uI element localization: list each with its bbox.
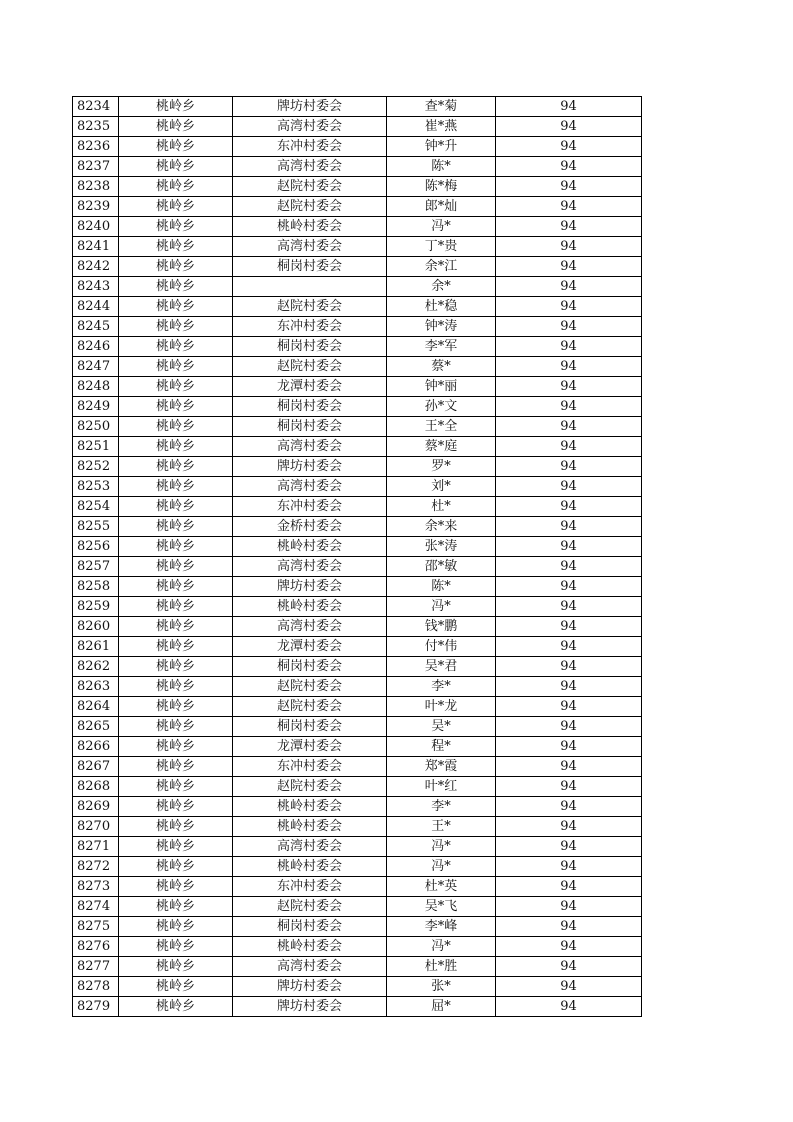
township-cell: 桃岭乡 [119,97,233,117]
score-cell: 94 [496,937,642,957]
township-cell: 桃岭乡 [119,797,233,817]
table-row [73,817,642,837]
row-number-cell: 8234 [73,97,119,117]
village-committee-cell: 高湾村委会 [233,237,387,257]
row-number-cell: 8245 [73,317,119,337]
person-name-cell: 丁*贵 [387,237,496,257]
score-cell: 94 [496,897,642,917]
score-cell: 94 [496,917,642,937]
village-committee-cell: 牌坊村委会 [233,997,387,1017]
township-cell: 桃岭乡 [119,977,233,997]
person-name-cell: 钟*丽 [387,377,496,397]
table-row [73,877,642,897]
row-number-cell: 8279 [73,997,119,1017]
village-committee-cell: 桐岗村委会 [233,397,387,417]
score-cell: 94 [496,597,642,617]
township-cell: 桃岭乡 [119,277,233,297]
township-cell: 桃岭乡 [119,297,233,317]
township-cell: 桃岭乡 [119,457,233,477]
row-number-cell: 8242 [73,257,119,277]
score-cell: 94 [496,357,642,377]
village-committee-cell: 桃岭村委会 [233,597,387,617]
person-name-cell: 吴*君 [387,657,496,677]
township-cell: 桃岭乡 [119,217,233,237]
table-row [73,397,642,417]
score-cell: 94 [496,477,642,497]
score-cell: 94 [496,517,642,537]
row-number-cell: 8258 [73,577,119,597]
township-cell: 桃岭乡 [119,357,233,377]
person-name-cell: 张* [387,977,496,997]
score-cell: 94 [496,237,642,257]
row-number-cell: 8243 [73,277,119,297]
village-committee-cell: 赵院村委会 [233,697,387,717]
score-cell: 94 [496,497,642,517]
row-number-cell: 8264 [73,697,119,717]
row-number-cell: 8257 [73,557,119,577]
person-name-cell: 陈*梅 [387,177,496,197]
township-cell: 桃岭乡 [119,337,233,357]
township-cell: 桃岭乡 [119,417,233,437]
township-cell: 桃岭乡 [119,857,233,877]
person-name-cell: 杜*胜 [387,957,496,977]
township-cell: 桃岭乡 [119,237,233,257]
person-name-cell: 李*军 [387,337,496,357]
person-name-cell: 杜*英 [387,877,496,897]
data-table [72,96,642,1017]
person-name-cell: 邵*敏 [387,557,496,577]
township-cell: 桃岭乡 [119,597,233,617]
person-name-cell: 蔡* [387,357,496,377]
table-row [73,277,642,297]
row-number-cell: 8253 [73,477,119,497]
row-number-cell: 8236 [73,137,119,157]
township-cell: 桃岭乡 [119,317,233,337]
person-name-cell: 陈* [387,577,496,597]
table-row [73,257,642,277]
person-name-cell: 余*江 [387,257,496,277]
score-cell: 94 [496,777,642,797]
row-number-cell: 8255 [73,517,119,537]
score-cell: 94 [496,97,642,117]
village-committee-cell: 桐岗村委会 [233,337,387,357]
table-row [73,97,642,117]
row-number-cell: 8269 [73,797,119,817]
township-cell: 桃岭乡 [119,737,233,757]
village-committee-cell: 高湾村委会 [233,557,387,577]
village-committee-cell: 高湾村委会 [233,617,387,637]
table-row [73,517,642,537]
person-name-cell: 屈* [387,997,496,1017]
row-number-cell: 8250 [73,417,119,437]
row-number-cell: 8270 [73,817,119,837]
row-number-cell: 8256 [73,537,119,557]
row-number-cell: 8273 [73,877,119,897]
person-name-cell: 查*菊 [387,97,496,117]
score-cell: 94 [496,217,642,237]
person-name-cell: 钱*鹏 [387,617,496,637]
table-row [73,537,642,557]
row-number-cell: 8271 [73,837,119,857]
row-number-cell: 8237 [73,157,119,177]
person-name-cell: 李*峰 [387,917,496,937]
person-name-cell: 杜*稳 [387,297,496,317]
table-row [73,657,642,677]
score-cell: 94 [496,537,642,557]
row-number-cell: 8262 [73,657,119,677]
village-committee-cell: 桃岭村委会 [233,857,387,877]
score-cell: 94 [496,657,642,677]
person-name-cell: 钟*涛 [387,317,496,337]
score-cell: 94 [496,577,642,597]
score-cell: 94 [496,257,642,277]
row-number-cell: 8251 [73,437,119,457]
table-row [73,677,642,697]
village-committee-cell: 赵院村委会 [233,177,387,197]
score-cell: 94 [496,877,642,897]
township-cell: 桃岭乡 [119,837,233,857]
score-cell: 94 [496,417,642,437]
score-cell: 94 [496,997,642,1017]
village-committee-cell: 高湾村委会 [233,477,387,497]
score-cell: 94 [496,277,642,297]
village-committee-cell: 高湾村委会 [233,117,387,137]
score-cell: 94 [496,637,642,657]
row-number-cell: 8277 [73,957,119,977]
person-name-cell: 李* [387,677,496,697]
row-number-cell: 8238 [73,177,119,197]
table-body [73,97,642,1017]
township-cell: 桃岭乡 [119,477,233,497]
township-cell: 桃岭乡 [119,557,233,577]
row-number-cell: 8261 [73,637,119,657]
township-cell: 桃岭乡 [119,897,233,917]
table-row [73,497,642,517]
township-cell: 桃岭乡 [119,937,233,957]
village-committee-cell: 赵院村委会 [233,897,387,917]
table-row [73,597,642,617]
table-row [73,337,642,357]
table-row [73,777,642,797]
row-number-cell: 8254 [73,497,119,517]
village-committee-cell: 高湾村委会 [233,957,387,977]
row-number-cell: 8274 [73,897,119,917]
village-committee-cell: 高湾村委会 [233,157,387,177]
village-committee-cell: 东冲村委会 [233,317,387,337]
township-cell: 桃岭乡 [119,577,233,597]
village-committee-cell: 东冲村委会 [233,137,387,157]
row-number-cell: 8240 [73,217,119,237]
table-row [73,717,642,737]
table-row [73,357,642,377]
township-cell: 桃岭乡 [119,397,233,417]
row-number-cell: 8246 [73,337,119,357]
row-number-cell: 8268 [73,777,119,797]
village-committee-cell: 桃岭村委会 [233,817,387,837]
row-number-cell: 8247 [73,357,119,377]
score-cell: 94 [496,857,642,877]
person-name-cell: 冯* [387,217,496,237]
person-name-cell: 张*涛 [387,537,496,557]
table-row [73,137,642,157]
table-row [73,617,642,637]
table-row [73,477,642,497]
township-cell: 桃岭乡 [119,777,233,797]
table-row [73,177,642,197]
score-cell: 94 [496,557,642,577]
village-committee-cell: 东冲村委会 [233,877,387,897]
village-committee-cell: 龙潭村委会 [233,637,387,657]
village-committee-cell: 龙潭村委会 [233,377,387,397]
person-name-cell: 蔡*庭 [387,437,496,457]
score-cell: 94 [496,377,642,397]
score-cell: 94 [496,197,642,217]
village-committee-cell: 牌坊村委会 [233,577,387,597]
village-committee-cell: 东冲村委会 [233,497,387,517]
township-cell: 桃岭乡 [119,137,233,157]
table-row [73,557,642,577]
person-name-cell: 郎*灿 [387,197,496,217]
row-number-cell: 8267 [73,757,119,777]
score-cell: 94 [496,437,642,457]
row-number-cell: 8252 [73,457,119,477]
village-committee-cell: 牌坊村委会 [233,977,387,997]
row-number-cell: 8272 [73,857,119,877]
table-row [73,297,642,317]
township-cell: 桃岭乡 [119,717,233,737]
score-cell: 94 [496,157,642,177]
table-row [73,577,642,597]
table-row [73,897,642,917]
row-number-cell: 8239 [73,197,119,217]
row-number-cell: 8235 [73,117,119,137]
person-name-cell: 吴*飞 [387,897,496,917]
table-row [73,737,642,757]
row-number-cell: 8276 [73,937,119,957]
score-cell: 94 [496,457,642,477]
score-cell: 94 [496,177,642,197]
person-name-cell: 叶*龙 [387,697,496,717]
table-row [73,837,642,857]
township-cell: 桃岭乡 [119,537,233,557]
score-cell: 94 [496,317,642,337]
row-number-cell: 8263 [73,677,119,697]
table-row [73,237,642,257]
person-name-cell: 钟*升 [387,137,496,157]
village-committee-cell: 桃岭村委会 [233,937,387,957]
table-row [73,117,642,137]
person-name-cell: 冯* [387,597,496,617]
village-committee-cell: 金桥村委会 [233,517,387,537]
table-row [73,197,642,217]
score-cell: 94 [496,137,642,157]
person-name-cell: 李* [387,797,496,817]
village-committee-cell: 赵院村委会 [233,297,387,317]
township-cell: 桃岭乡 [119,877,233,897]
score-cell: 94 [496,397,642,417]
township-cell: 桃岭乡 [119,497,233,517]
township-cell: 桃岭乡 [119,157,233,177]
village-committee-cell: 赵院村委会 [233,777,387,797]
village-committee-cell: 桐岗村委会 [233,657,387,677]
village-committee-cell [233,277,387,297]
row-number-cell: 8248 [73,377,119,397]
table-row [73,757,642,777]
person-name-cell: 余* [387,277,496,297]
township-cell: 桃岭乡 [119,377,233,397]
row-number-cell: 8260 [73,617,119,637]
person-name-cell: 刘* [387,477,496,497]
township-cell: 桃岭乡 [119,917,233,937]
score-cell: 94 [496,837,642,857]
person-name-cell: 程* [387,737,496,757]
township-cell: 桃岭乡 [119,257,233,277]
person-name-cell: 陈* [387,157,496,177]
row-number-cell: 8249 [73,397,119,417]
village-committee-cell: 桐岗村委会 [233,417,387,437]
table-row [73,417,642,437]
table-row [73,857,642,877]
person-name-cell: 王*全 [387,417,496,437]
row-number-cell: 8265 [73,717,119,737]
score-cell: 94 [496,117,642,137]
person-name-cell: 王* [387,817,496,837]
table-row [73,637,642,657]
township-cell: 桃岭乡 [119,177,233,197]
person-name-cell: 付*伟 [387,637,496,657]
township-cell: 桃岭乡 [119,117,233,137]
village-committee-cell: 桃岭村委会 [233,217,387,237]
village-committee-cell: 桐岗村委会 [233,257,387,277]
township-cell: 桃岭乡 [119,817,233,837]
score-cell: 94 [496,757,642,777]
score-cell: 94 [496,697,642,717]
table-row [73,377,642,397]
row-number-cell: 8241 [73,237,119,257]
township-cell: 桃岭乡 [119,197,233,217]
village-committee-cell: 高湾村委会 [233,837,387,857]
village-committee-cell: 桃岭村委会 [233,537,387,557]
village-committee-cell: 桐岗村委会 [233,717,387,737]
person-name-cell: 罗* [387,457,496,477]
person-name-cell: 冯* [387,937,496,957]
score-cell: 94 [496,617,642,637]
person-name-cell: 郑*霞 [387,757,496,777]
table-row [73,437,642,457]
score-cell: 94 [496,737,642,757]
row-number-cell: 8275 [73,917,119,937]
table-row [73,217,642,237]
village-committee-cell: 赵院村委会 [233,197,387,217]
village-committee-cell: 赵院村委会 [233,677,387,697]
township-cell: 桃岭乡 [119,957,233,977]
township-cell: 桃岭乡 [119,437,233,457]
score-cell: 94 [496,717,642,737]
score-cell: 94 [496,977,642,997]
table-row [73,957,642,977]
person-name-cell: 冯* [387,857,496,877]
table-row [73,917,642,937]
village-committee-cell: 桐岗村委会 [233,917,387,937]
table-row [73,997,642,1017]
table-row [73,937,642,957]
row-number-cell: 8278 [73,977,119,997]
row-number-cell: 8244 [73,297,119,317]
person-name-cell: 杜* [387,497,496,517]
township-cell: 桃岭乡 [119,677,233,697]
score-cell: 94 [496,957,642,977]
village-committee-cell: 牌坊村委会 [233,457,387,477]
village-committee-cell: 桃岭村委会 [233,797,387,817]
village-committee-cell: 龙潭村委会 [233,737,387,757]
person-name-cell: 吴* [387,717,496,737]
score-cell: 94 [496,297,642,317]
township-cell: 桃岭乡 [119,757,233,777]
table-row [73,977,642,997]
score-cell: 94 [496,337,642,357]
person-name-cell: 叶*红 [387,777,496,797]
row-number-cell: 8259 [73,597,119,617]
village-committee-cell: 东冲村委会 [233,757,387,777]
score-cell: 94 [496,677,642,697]
village-committee-cell: 牌坊村委会 [233,97,387,117]
township-cell: 桃岭乡 [119,617,233,637]
score-cell: 94 [496,817,642,837]
village-committee-cell: 赵院村委会 [233,357,387,377]
person-name-cell: 孙*文 [387,397,496,417]
township-cell: 桃岭乡 [119,517,233,537]
table-row [73,317,642,337]
township-cell: 桃岭乡 [119,637,233,657]
table-row [73,697,642,717]
person-name-cell: 余*来 [387,517,496,537]
table-row [73,157,642,177]
score-cell: 94 [496,797,642,817]
township-cell: 桃岭乡 [119,697,233,717]
row-number-cell: 8266 [73,737,119,757]
township-cell: 桃岭乡 [119,657,233,677]
person-name-cell: 崔*燕 [387,117,496,137]
village-committee-cell: 高湾村委会 [233,437,387,457]
table-row [73,797,642,817]
township-cell: 桃岭乡 [119,997,233,1017]
table-row [73,457,642,477]
person-name-cell: 冯* [387,837,496,857]
